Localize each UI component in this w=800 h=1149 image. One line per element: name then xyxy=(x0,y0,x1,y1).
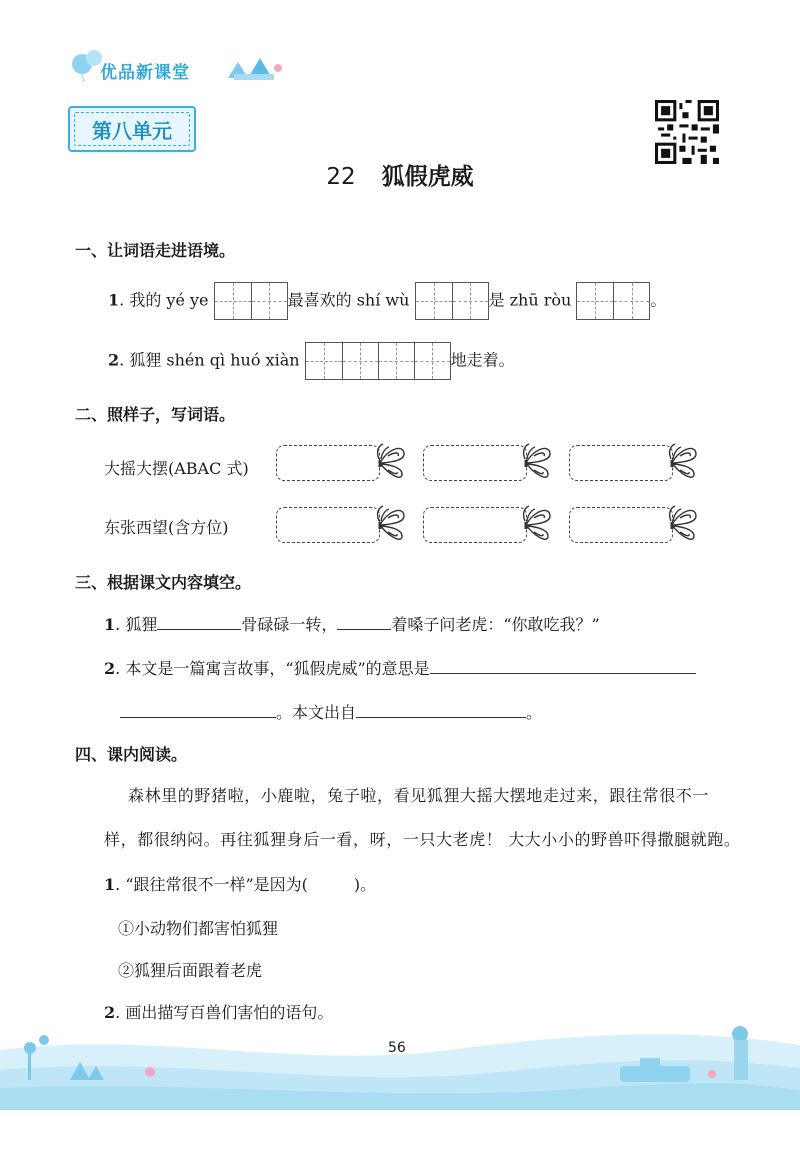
answer-blank[interactable] xyxy=(120,701,276,718)
s4-q1-option-2: ②狐狸后面跟着老虎 xyxy=(118,961,263,980)
answer-grid-zhurou[interactable] xyxy=(576,282,650,320)
qr-code-icon[interactable] xyxy=(655,100,719,164)
s1-q1-text-1: . 我的 yé ye xyxy=(119,290,209,310)
s3-q1-text-3: 着嗓子问老虎：“你敢吃我？” xyxy=(391,615,600,634)
section-4-heading: 四、课内阅读。 xyxy=(75,745,188,764)
answer-grid-yeye[interactable] xyxy=(214,282,288,320)
answer-box[interactable] xyxy=(569,445,673,481)
q-number: 1 xyxy=(104,875,116,894)
answer-box[interactable] xyxy=(276,445,380,481)
unit-label: 第八单元 xyxy=(92,118,172,143)
q-number: 2 xyxy=(104,659,116,678)
s3-q2-text-3: 。 xyxy=(526,703,543,722)
passage-line-2: 样，都很纳闷。再往狐狸身后一看，呀，一只大老虎！ 大大小小的野兽吓得撒腿就跑。 xyxy=(104,830,741,849)
answer-grid-shiwu[interactable] xyxy=(415,282,489,320)
s1-q1 xyxy=(108,282,666,320)
lesson-title-text: 狐假虎威 xyxy=(381,164,474,190)
s4-q1-option-1: ①小动物们都害怕狐狸 xyxy=(118,919,279,938)
footer-decoration xyxy=(0,1010,800,1110)
s1-q1-text-4: 。 xyxy=(650,290,667,310)
butterfly-icon xyxy=(666,502,702,548)
unit-badge xyxy=(68,106,196,152)
lesson-number: 22 xyxy=(326,164,356,190)
s3-q2-text-1: . 本文是一篇寓言故事，“狐假虎威”的意思是 xyxy=(115,659,430,678)
brand-house-icon xyxy=(218,48,288,84)
answer-blank[interactable] xyxy=(337,613,391,630)
s3-q1 xyxy=(104,612,600,635)
section-1-heading: 一、让词语走进语境。 xyxy=(75,241,236,260)
butterfly-icon xyxy=(666,440,702,486)
q-number: 1 xyxy=(104,615,116,634)
butterfly-icon xyxy=(374,440,410,486)
page-number: 56 xyxy=(388,1040,406,1056)
s1-q1-text-2: 最喜欢的 shí wù xyxy=(287,290,410,310)
answer-blank[interactable] xyxy=(157,613,241,630)
answer-box[interactable] xyxy=(423,507,527,543)
butterfly-icon xyxy=(374,502,410,548)
q-number: 1 xyxy=(108,290,120,310)
brand-name: 优品新课堂 xyxy=(100,63,190,83)
q-number: 2 xyxy=(108,350,120,370)
s1-q2-text-2: 地走着。 xyxy=(450,350,515,370)
q-number: 2 xyxy=(104,1003,116,1022)
s3-q2-line2 xyxy=(120,700,542,723)
s1-q2-text-1: . 狐狸 shén qì huó xiàn xyxy=(119,350,300,370)
s1-q2 xyxy=(108,342,515,380)
butterfly-icon xyxy=(520,440,556,486)
s4-q1 xyxy=(104,872,376,895)
butterfly-icon xyxy=(520,502,556,548)
passage-line-1: 森林里的野猪啦，小鹿啦，兔子啦，看见狐狸大摇大摆地走过来，跟往常很不一 xyxy=(128,786,710,805)
answer-box[interactable] xyxy=(423,445,527,481)
s3-q1-text-1: . 狐狸 xyxy=(115,615,158,634)
s1-q1-text-3: 是 zhū ròu xyxy=(488,290,572,310)
s3-q1-text-2: 骨碌碌一转， xyxy=(241,615,338,634)
section-3-heading: 三、根据课文内容填空。 xyxy=(75,573,252,592)
answer-blank[interactable] xyxy=(356,701,526,718)
answer-box[interactable] xyxy=(569,507,673,543)
s4-q1-close: )。 xyxy=(353,875,377,894)
s3-q2-text-2: 。本文出自 xyxy=(276,703,357,722)
s3-q2-line1 xyxy=(104,656,696,679)
answer-grid-shenqihuoxian[interactable] xyxy=(305,342,451,380)
section-2-heading: 二、照样子，写词语。 xyxy=(75,405,236,424)
s4-q2-text: . 画出描写百兽们害怕的语句。 xyxy=(115,1003,334,1022)
s2-row2-label: 东张西望(含方位) xyxy=(104,518,229,537)
lesson-title xyxy=(0,158,800,191)
s4-q1-text: . “跟往常很不一样”是因为( xyxy=(115,875,308,894)
s2-row1-label: 大摇大摆(ABAC 式) xyxy=(104,459,249,478)
answer-blank[interactable] xyxy=(430,657,696,674)
answer-box[interactable] xyxy=(276,507,380,543)
